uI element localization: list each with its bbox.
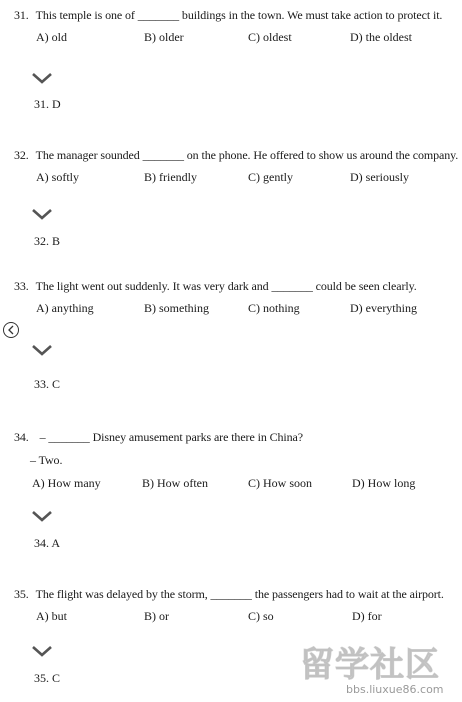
option-c[interactable]: C) so xyxy=(248,609,274,623)
watermark-logo: 留学社区 xyxy=(300,645,440,685)
question-number: 32. xyxy=(14,148,29,162)
option-d[interactable]: D) for xyxy=(352,609,382,623)
option-c[interactable]: C) nothing xyxy=(248,301,300,315)
option-c[interactable]: C) gently xyxy=(248,170,293,184)
option-a[interactable]: A) old xyxy=(36,30,67,44)
question-stem: The flight was delayed by the storm, _______ the passengers had to wait at the airport. xyxy=(35,587,444,601)
chevron-down-icon[interactable] xyxy=(31,208,53,220)
question-number: 34. xyxy=(14,430,29,444)
question-number: 35. xyxy=(14,587,29,601)
question-number: 33. xyxy=(14,279,29,293)
answer-34: 34. A xyxy=(34,536,61,550)
option-c[interactable]: C) How soon xyxy=(248,476,313,490)
option-b[interactable]: B) How often xyxy=(142,476,208,490)
answer-31: 31. D xyxy=(34,97,61,111)
option-b[interactable]: B) something xyxy=(144,301,209,315)
answer-32: 32. B xyxy=(34,234,61,248)
option-b[interactable]: B) or xyxy=(144,609,169,623)
option-c[interactable]: C) oldest xyxy=(248,30,292,44)
question-35 xyxy=(14,587,444,601)
option-d[interactable]: D) the oldest xyxy=(350,30,412,44)
chevron-down-icon[interactable] xyxy=(31,72,53,84)
chevron-down-icon[interactable] xyxy=(31,510,53,522)
option-a[interactable]: A) but xyxy=(36,609,67,623)
option-d[interactable]: D) everything xyxy=(350,301,417,315)
question-stem: This temple is one of _______ buildings in the town. We must take action to protect it. xyxy=(35,8,443,22)
watermark-url: bbs.liuxue86.com xyxy=(346,683,444,696)
question-stem: The light went out suddenly. It was very dark and _______ could be seen clearly. xyxy=(35,279,417,293)
option-b[interactable]: B) older xyxy=(144,30,184,44)
question-31 xyxy=(14,8,442,22)
option-a[interactable]: A) How many xyxy=(32,476,101,490)
option-a[interactable]: A) softly xyxy=(36,170,79,184)
question-34 xyxy=(14,430,303,444)
question-33 xyxy=(14,279,417,293)
question-stem: – _______ Disney amusement parks are there in China? xyxy=(39,430,304,444)
question-number: 31. xyxy=(14,8,29,22)
option-d[interactable]: D) How long xyxy=(352,476,416,490)
chevron-down-icon[interactable] xyxy=(31,645,53,657)
answer-33: 33. C xyxy=(34,377,61,391)
answer-35: 35. C xyxy=(34,671,61,685)
back-button[interactable] xyxy=(3,322,19,338)
option-b[interactable]: B) friendly xyxy=(144,170,197,184)
question-34-reply: – Two. xyxy=(30,453,63,467)
chevron-left-icon xyxy=(7,325,15,335)
option-d[interactable]: D) seriously xyxy=(350,170,409,184)
watermark xyxy=(300,637,460,699)
question-32 xyxy=(14,148,458,162)
question-stem: The manager sounded _______ on the phone. He offered to show us around the company. xyxy=(35,148,459,162)
chevron-down-icon[interactable] xyxy=(31,344,53,356)
option-a[interactable]: A) anything xyxy=(36,301,94,315)
